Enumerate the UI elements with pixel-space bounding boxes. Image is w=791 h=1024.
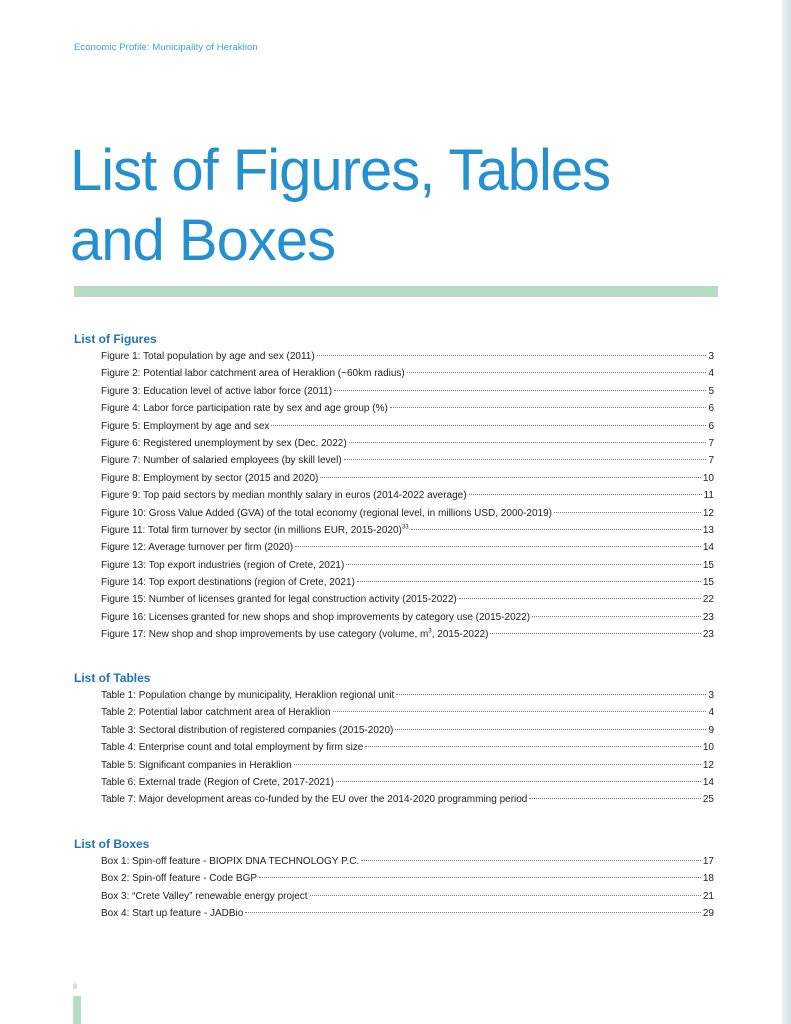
dot-leader [469,494,702,495]
dot-leader [334,390,706,391]
toc-entry-page-number: 29 [702,908,714,920]
toc-entry-page-number: 18 [702,873,714,885]
dot-leader [459,598,701,599]
toc-entry-page-number: 12 [702,507,714,519]
toc-entry-page-number: 21 [702,890,714,902]
toc-entry-label: Box 2: Spin-off feature - Code BGP [101,873,258,885]
toc-entry-page-number: 6 [708,420,714,432]
toc-entry-label: Figure 2: Potential labor catchment area of Heraklion (~60km radius) [101,368,405,380]
toc-entry-page-number: 15 [702,577,714,589]
page-title-line-2: and Boxes [70,208,336,273]
page-edge-shadow [782,0,791,1024]
toc-entry[interactable] [101,687,714,704]
dot-leader [529,798,701,799]
toc-entry-page-number: 12 [702,759,714,771]
section-heading: List of Boxes [74,837,150,851]
toc-entry[interactable] [101,609,714,626]
toc-entry[interactable] [101,704,714,721]
toc-entry[interactable] [101,888,714,905]
dot-leader [346,564,701,565]
toc-entry-label: Box 3: “Crete Valley” renewable energy project [101,890,308,902]
dot-leader [245,912,701,913]
dot-leader [336,781,701,782]
toc-entry-label: Figure 4: Labor force participation rate by sex and age group (%) [101,403,388,415]
toc-entry-page-number: 10 [702,742,714,754]
toc-entry-label: Box 4: Start up feature - JADBio [101,908,244,920]
toc-entry-label: Figure 12: Average turnover per firm (2020) [101,542,294,554]
toc-entry-label: Figure 15: Number of licenses granted for legal construction activity (2015-2022) [101,594,457,606]
toc-entry[interactable] [101,348,714,365]
toc-entry-page-number: 7 [708,437,714,449]
toc-entry-label: Figure 6: Registered unemployment by sex (Dec. 2022) [101,437,347,449]
toc-entry-page-number: 22 [702,594,714,606]
toc-entry-label: Table 7: Major development areas co-funded by the EU over the 2014-2020 programming period [101,794,528,806]
toc-entry-label: Figure 7: Number of salaried employees (by skill level) [101,455,342,467]
toc-entry-page-number: 23 [702,611,714,623]
toc-entry[interactable] [101,870,714,887]
page-title-line-1: List of Figures, Tables [70,138,611,203]
toc-entry-label: Figure 9: Top paid sectors by median monthly salary in euros (2014-2022 average) [101,490,467,502]
dot-leader [411,529,701,530]
dot-leader [396,694,706,695]
toc-entry[interactable] [101,591,714,608]
dot-leader [407,372,707,373]
toc-entry-label: Box 1: Spin-off feature - BIOPIX DNA TECHNOLOGY P.C. [101,856,360,867]
list-of-boxes-section [74,835,714,923]
toc-entry-page-number: 7 [708,455,714,467]
superscript: 33 [401,524,409,531]
toc-entry-page-number: 15 [702,559,714,571]
toc-entry[interactable] [101,557,714,574]
dot-leader [361,860,701,861]
dot-leader [532,616,701,617]
dot-leader [349,442,707,443]
boxes-list [74,853,714,923]
title-divider [74,286,718,297]
toc-entry[interactable] [101,722,714,739]
toc-entry-label: Figure 1: Total population by age and sex (2011) [101,351,315,362]
toc-entry-page-number: 10 [702,472,714,484]
toc-entry[interactable] [101,853,714,870]
dot-leader [259,877,701,878]
toc-entry-label: Table 2: Potential labor catchment area of Heraklion [101,707,331,719]
dot-leader [357,581,701,582]
page-title [70,136,770,276]
toc-entry-page-number: 6 [708,403,714,415]
section-heading: List of Figures [74,332,157,346]
toc-entry-page-number: 17 [702,856,714,867]
toc-entry-page-number: 25 [702,794,714,806]
dot-leader [490,633,700,634]
toc-entry[interactable] [101,470,714,487]
figures-list [74,348,714,644]
toc-entry-label: Table 6: External trade (Region of Crete, 2017-2021) [101,776,334,788]
toc-entry-label: Figure 16: Licenses granted for new shops and shop improvements by category use (2015-2022) [101,611,531,623]
toc-entry-page-number: 3 [708,690,714,701]
dot-leader [333,711,707,712]
toc-entry-page-number: 14 [702,542,714,554]
dot-leader [344,459,707,460]
list-of-figures-section [74,330,714,644]
toc-entry-page-number: 14 [702,776,714,788]
toc-entry-page-number: 4 [708,707,714,719]
toc-entry[interactable] [101,418,714,435]
toc-entry-page-number: 13 [702,524,714,536]
page-number: ii [73,981,77,991]
dot-leader [320,477,701,478]
toc-entry-label: Figure 8: Employment by sector (2015 and 2020) [101,472,319,484]
toc-entry-label: Table 4: Enterprise count and total employment by firm size [101,742,364,754]
toc-entry-label: Table 3: Sectoral distribution of registered companies (2015-2020) [101,724,394,736]
dot-leader [554,512,701,513]
footer-accent-block [73,996,81,1024]
toc-entry[interactable] [101,435,714,452]
toc-entry-page-number: 9 [708,724,714,736]
toc-entry[interactable] [101,365,714,382]
toc-entry-label: Figure 11: Total firm turnover by sector (in millions EUR, 2015-2020)$^{33}$ [101,524,409,536]
superscript: 3 [428,628,432,635]
toc-entry[interactable] [101,539,714,556]
toc-entry[interactable] [101,626,714,643]
dot-leader [395,729,706,730]
toc-entry-label: Table 1: Population change by municipality, Heraklion regional unit [101,690,395,701]
toc-entry[interactable] [101,400,714,417]
toc-entry[interactable] [101,487,714,504]
toc-entry[interactable] [101,383,714,400]
toc-entry[interactable] [101,791,714,808]
tables-list [74,687,714,809]
dot-leader [390,407,707,408]
toc-entry-label: Figure 17: New shop and shop improvements by use category (volume, $m^3$, 2015-2022) [101,628,489,641]
toc-entry-label: Figure 14: Top export destinations (region of Crete, 2021) [101,577,355,589]
toc-entry-page-number: 4 [708,368,714,380]
toc-entry[interactable] [101,739,714,756]
dot-leader [295,546,701,547]
toc-entry[interactable] [101,505,714,522]
toc-entry-page-number: 11 [703,490,714,502]
section-heading: List of Tables [74,671,151,685]
toc-entry[interactable] [101,905,714,922]
dot-leader [317,355,707,356]
dot-leader [310,895,701,896]
toc-entry[interactable] [101,757,714,774]
toc-entry-label: Figure 5: Employment by age and sex [101,420,270,432]
toc-entry-label: Figure 10: Gross Value Added (GVA) of the total economy (regional level, in millions USD, 2000-2019) [101,507,552,519]
toc-entry-label: Figure 13: Top export industries (region of Crete, 2021) [101,559,345,571]
dot-leader [365,746,701,747]
running-header: Economic Profile: Municipality of Heraklion [74,42,258,53]
dot-leader [294,764,701,765]
dot-leader [271,425,706,426]
toc-entry-page-number: 3 [708,351,714,362]
toc-entry[interactable] [101,452,714,469]
toc-entry[interactable] [101,522,714,539]
list-of-tables-section [74,669,714,809]
toc-entry[interactable] [101,774,714,791]
toc-entry-label: Table 5: Significant companies in Heraklion [101,759,292,771]
toc-entry[interactable] [101,574,714,591]
toc-entry-label: Figure 3: Education level of active labor force (2011) [101,385,333,397]
toc-entry-page-number: 5 [708,385,714,397]
toc-entry-page-number: 23 [702,629,714,641]
